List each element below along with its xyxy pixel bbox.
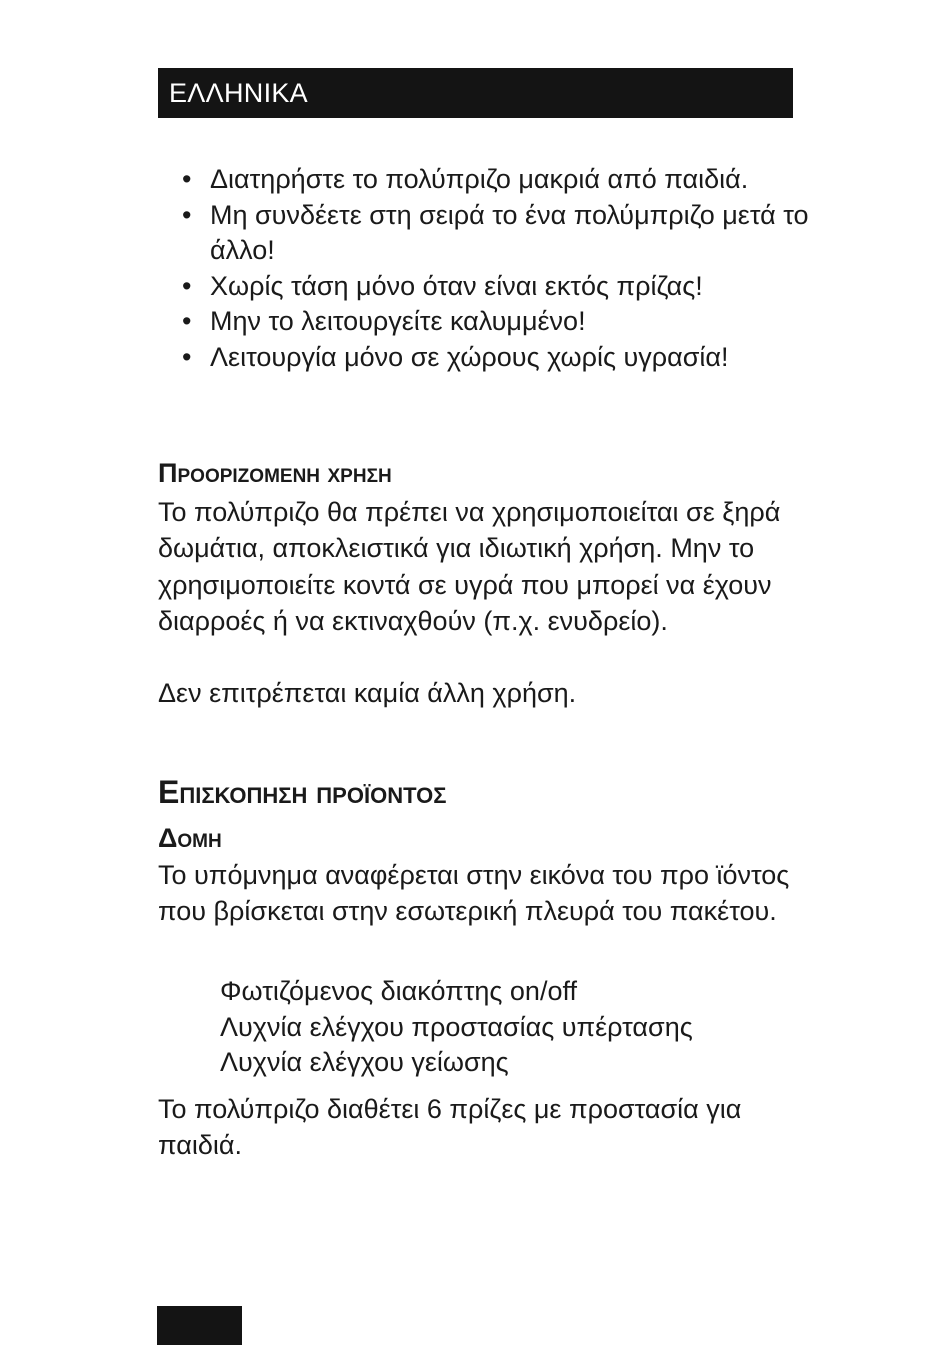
safety-bullet-list	[158, 162, 818, 375]
legend-list	[220, 974, 693, 1081]
bullet-item	[158, 304, 818, 340]
product-overview-heading: Επισκοπηση προϊοντος	[158, 774, 447, 810]
bullet-dot-icon: •	[182, 164, 192, 194]
intended-use-heading: Προοριζομενη χρηση	[158, 458, 392, 488]
bullet-item	[158, 162, 818, 198]
structure-heading: Δομη	[158, 823, 222, 853]
bullet-dot-icon: •	[182, 341, 192, 372]
no-other-use-text: Δεν επιτρέπεται καμία άλλη χρήση.	[158, 678, 577, 708]
page-number-block	[157, 1306, 242, 1345]
bullet-item	[158, 269, 818, 305]
bullet-text: Χωρίς τάση μόνο όταν είναι εκτός πρίζας!	[210, 270, 703, 301]
sockets-note-paragraph: Το πολύπριζο διαθέτει 6 πρίζες με προστασία για παιδιά.	[158, 1094, 742, 1161]
bullet-text: Μη συνδέετε στη σειρά το ένα πολύμπριζο μετά το άλλο!	[210, 199, 809, 265]
language-header-bar	[158, 68, 793, 118]
bullet-dot-icon: •	[182, 199, 192, 230]
legend-item: Λυχνία ελέγχου γείωσης	[220, 1047, 509, 1077]
bullet-text: Μην το λειτουργείτε καλυμμένο!	[210, 306, 586, 336]
legend-item: Φωτιζόμενος διακόπτης on/off	[220, 976, 577, 1006]
bullet-text: Διατηρήστε το πολύπριζο μακριά από παιδιά.	[210, 164, 749, 194]
bullet-dot-icon: •	[182, 306, 192, 336]
bullet-item	[158, 340, 818, 376]
bullet-dot-icon: •	[182, 270, 192, 301]
bullet-text: Λειτουργία μόνο σε χώρους χωρίς υγρασία!	[210, 341, 729, 372]
language-label: ΕΛΛΗΝΙΚΑ	[169, 78, 308, 108]
legend-intro-paragraph: Το υπόμνημα αναφέρεται στην εικόνα του προ ϊόντος που βρίσκεται στην εσωτερική πλευρά του πακέτου.	[158, 860, 790, 927]
intended-use-paragraph: Το πολύπριζο θα πρέπει να χρησιμοποιείται σε ξηρά δωμάτια, αποκλειστικά για ιδιωτική χρήση. Μην το χρησιμοποιείτε κοντά σε υγρά που μπορεί να έχουν διαρροές ή να εκτιναχθούν (π.χ. ενυδρείο).	[158, 497, 781, 636]
legend-item: Λυχνία ελέγχου προστασίας υπέρτασης	[220, 1011, 693, 1042]
bullet-item	[158, 198, 818, 269]
